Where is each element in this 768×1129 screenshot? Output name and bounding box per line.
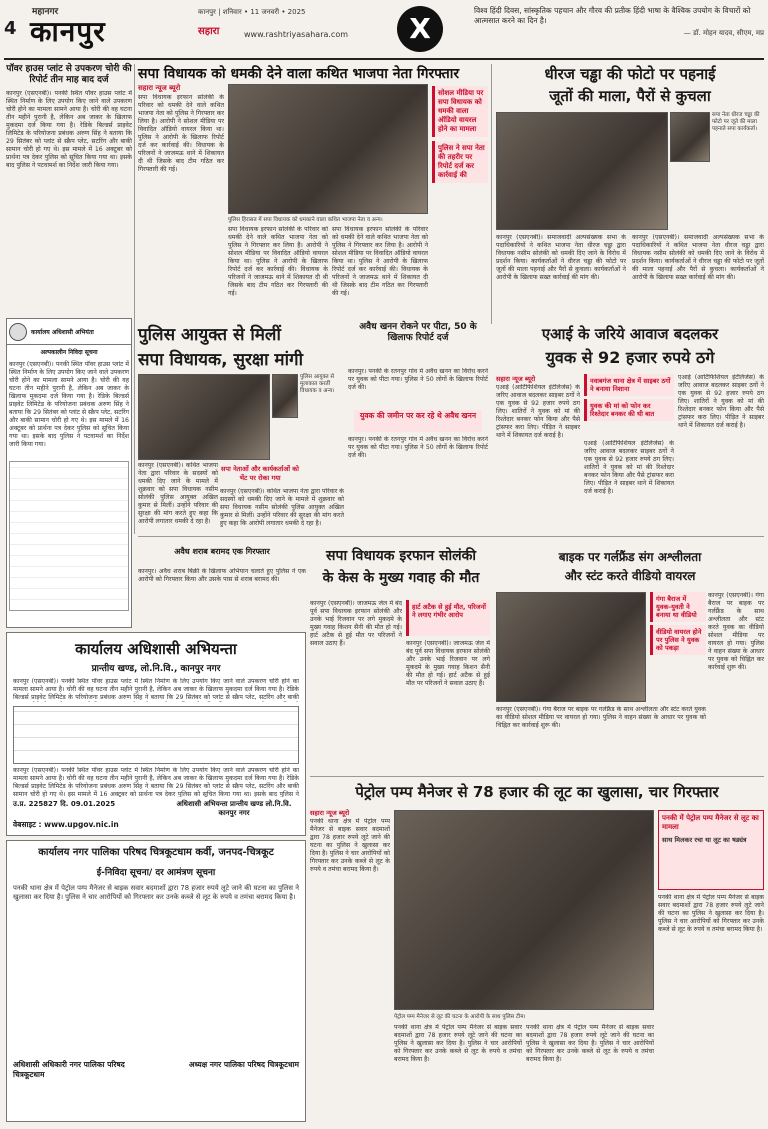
story-ai-headline-2: युवक से 92 हजार रुपये ठगे bbox=[545, 348, 715, 367]
story-dheeraj-headline-2: जूतों की माला, पैरों से कुचला bbox=[549, 87, 711, 105]
story-bike-body: कानपुर (एसएनबी)। गंगा बैराज पर बाइक पर गर्लफ्रैंड के साथ अश्लीलता और स्टंट करते युवक का वीडियो सोशल मीडिया पर वायरल हो गया। पुलिस ने वाहन संख्या के आधार पर युवक को चिह्नित कर कार्रवाई शुरू की। bbox=[708, 592, 764, 671]
quote-author: — डॉ. मोहन यादव, सीएम, मप्र bbox=[683, 29, 764, 37]
tender1-body: कानपुर (एसएनबी)। पनकी स्थित पॉवर हाउस प्लांट में स्थित निर्माण के लिए उपयोग किए जाने वाले उपकरण चोरी होने का मामला सामने आया है। चोरी की वह घटना तीन महीने पुरानी है, लेकिन अब जाकर के खिलाफ मुकदमा दर्ज किया गया है। रेडिके बिल्डर्स प्राइवेट लिमिटेड के परियोजना प्रबंधक अरुण सिंह ने बताया कि 29 सितंबर को प्लांट से स्क्रैप प्लेट, सटरिंग और बाकी bbox=[13, 678, 299, 701]
story-ai-body: एआई (आर्टिफिशियल इंटेलिजेंस) के जरिए आवाज बदलकर साइबर ठगों ने एक युवक से 92 हजार रुपये ठग लिए। शातिरों ने युवक को मां की रिश्तेदार बनकर फोन किया और पैसे ट्रांसफर करा लिए। पीड़ित ने साइबर थाने में शिकायत दर्ज कराई है। bbox=[496, 384, 580, 439]
ad-tender-small bbox=[6, 318, 132, 628]
story-threat-head bbox=[138, 64, 488, 82]
story-dheeraj-photo bbox=[496, 112, 668, 230]
story-threat-pull-2: पुलिस ने सपा नेता की तहरीर पर रिपोर्ट दर्ज कर कार्रवाई की bbox=[432, 141, 488, 183]
story-ransom-headline: अवैध खनन रोकने पर पीटा, 50 के खिलाफ रिपोर्ट दर्ज bbox=[359, 322, 477, 343]
story-ransom-body-2: कानपुर। पनकी के रतनपुर गांव में अवैध खनन का विरोध करने पर युवक को पीटा गया। पुलिस ने 50 लोगों के खिलाफ रिपोर्ट दर्ज की। bbox=[348, 436, 488, 459]
story-ai-pulls bbox=[584, 374, 674, 434]
story-dheeraj-head bbox=[496, 64, 764, 108]
story-witness-headline-2: के केस के मुख्य गवाह की मौत bbox=[322, 570, 480, 586]
story-loot-body-2: पनकी थाना क्षेत्र में पेट्रोल पम्प मैनेजर से बाइक सवार बदमाशों द्वारा 78 हजार रुपये लूटे जाने की घटना का पुलिस ने खुलासा कर दिया है। पुलिस ने चार आरोपियों को गिरफ्तार कर उनके कब्जे से लूट के रुपये व तमंचा बरामद किया है। bbox=[658, 894, 764, 933]
story-threat-headline: सपा विधायक को धमकी देने वाला कथित भाजपा नेता गिरफ्तार bbox=[138, 66, 460, 82]
story-police-caption: सपा नेताओं और कार्यकर्ताओं को भेंट पर रोका गया bbox=[221, 465, 299, 482]
story-bike-side bbox=[650, 592, 706, 712]
story-ai-body-3: एआई (आर्टिफिशियल इंटेलिजेंस) के जरिए आवाज बदलकर साइबर ठगों ने एक युवक से 92 हजार रुपये ठग लिए। शातिरों ने युवक को मां की रिश्तेदार बनकर फोन किया और पैसे ट्रांसफर करा लिए। पीड़ित ने साइबर थाने में शिकायत दर्ज कराई है। bbox=[678, 374, 764, 429]
ad-small-note: अल्पकालीन निविदा सूचना bbox=[40, 349, 98, 356]
tender1-website[interactable]: वेबसाइट : www.upgov.nic.in bbox=[13, 820, 119, 829]
story-ai-body-2: एआई (आर्टिफिशियल इंटेलिजेंस) के जरिए आवाज बदलकर साइबर ठगों ने एक युवक से 92 हजार रुपये ठग लिए। शातिरों ने युवक को मां की रिश्तेदार बनकर फोन किया और पैसे ट्रांसफर करा लिए। पीड़ित ने साइबर थाने में शिकायत दर्ज कराई है। bbox=[584, 440, 674, 495]
story-police-headline-2: सपा विधायक, सुरक्षा मांगी bbox=[138, 350, 303, 370]
tender1-footer-right: अधिशासी अभियन्ता प्रान्तीय खण्ड लो.नि.वि. कानपुर नगर bbox=[176, 800, 292, 817]
story-witness-body: कानपुर (एसएनबी)। जाजमऊ जेल में बंद पूर्व सपा विधायक इरफान सोलंकी और उनके भाई रिजवान पर लगे मुकदमे के मुख्य गवाह किशन सैनी की मौत हो गई। हार्ट अटैक से हुई मौत पर परिजनों ने सवाल उठाए हैं। bbox=[310, 600, 402, 647]
story-loot-photo bbox=[394, 810, 654, 1010]
masthead-brand bbox=[4, 4, 154, 54]
story-loot-sidebox bbox=[658, 810, 764, 890]
story-dheeraj-caption: सपा नेता धीरज चड्ढा की फोटो पर जूते की माला पहनाते सपा कार्यकर्ता। bbox=[712, 112, 760, 132]
tender1-body-2: कानपुर (एसएनबी)। पनकी स्थित पॉवर हाउस प्लांट में स्थित निर्माण के लिए उपयोग किए जाने वाले उपकरण चोरी होने का मामला सामने आया है। चोरी की वह घटना तीन महीने पुरानी है, लेकिन अब जाकर के खिलाफ मुकदमा दर्ज किया गया है। रेडिके बिल्डर्स प्राइवेट लिमिटेड के परियोजना प्रबंधक अरुण सिंह ने बताया कि 29 सितंबर को प्लांट से स्क्रैप प्लेट, सटरिंग और बाकी सामान चोरी हो गए थे। इस मामले में 16 अक्टूबर को प्रार्थना पत्र देकर पुलिस को सूचित किया गया था। इसके बाद पुलिस ने bbox=[13, 767, 299, 797]
story-witness-headline-1: सपा विधायक इरफान सोलंकी bbox=[326, 548, 476, 564]
quote-text: विश्व हिंदी दिवस, सांस्कृतिक पहचान और गौरव की प्रतीक हिंदी भाषा के वैश्विक उपयोग के विचारों को आत्मसात करने का दिन है। bbox=[474, 6, 751, 25]
story-dheeraj-inset-photo bbox=[670, 112, 710, 162]
ad-tender-1 bbox=[6, 632, 306, 836]
story-ransom-head bbox=[348, 322, 488, 366]
column-divider bbox=[134, 64, 135, 534]
ad-tender-2 bbox=[6, 840, 306, 1122]
section-rule-2 bbox=[310, 776, 764, 777]
story-police-inset bbox=[272, 374, 298, 418]
tender2-sub: ई-निविदा सूचना/ दर आमंत्रण सूचना bbox=[96, 868, 216, 878]
story-dheeraj-body: कानपुर (एसएनबी)। समाजवादी अल्पसंख्यक सभा के पदाधिकारियों ने कथित भाजपा नेता धीरज चड्ढा द्वारा विधायक नसीम सोलंकी को धमकी दिए जाने के विरोध में प्रदर्शन किया। कार्यकर्ताओं ने धीरज चड्ढा की फोटो पर जूतों की माला पहनाई और पैरों से कुचला। कार्यकर्ताओं ने आरोपी के खिलाफ सख्त कार्रवाई की मांग की। bbox=[496, 234, 626, 281]
ad-small-body: कानपुर (एसएनबी)। पनकी स्थित पॉवर हाउस प्लांट में स्थित निर्माण के लिए उपयोग किए जाने वाले उपकरण चोरी होने का मामला सामने आया है। चोरी की वह घटना तीन महीने पुरानी है, लेकिन अब जाकर के खिलाफ मुकदमा दर्ज किया गया है। रेडिके बिल्डर्स प्राइवेट लिमिटेड के परियोजना प्रबंधक अरुण सिंह ने बताया कि 29 सितंबर को प्लांट से स्क्रैप प्लेट, सटरिंग और बाकी सामान चोरी हो गए थे। इस मामले में 16 अक्टूबर को प्रार्थना पत्र देकर पुलिस को सूचित किया गया था। इसके बाद पुलिस ने पटवामर्श का निर्देश जारी किया गया। bbox=[9, 361, 129, 448]
story-threat-caption: पुलिस हिरासत में सपा विधायक को धमकाने वाला कथित भाजपा नेता व अन्य। bbox=[228, 217, 383, 223]
story-witness-head bbox=[310, 546, 492, 596]
story-power-headline: पॉवर हाउस प्लांट से उपकरण चोरी की रिपोर्ट तीन माह बाद दर्ज bbox=[6, 64, 132, 85]
tender2-right-sign: अध्यक्ष नगर पालिका परिषद चित्रकूटधाम bbox=[188, 1060, 299, 1069]
story-bike-head bbox=[496, 548, 764, 588]
story-threat-photo bbox=[228, 84, 428, 214]
story-threat-byline: सहारा न्यूज ब्यूरो bbox=[138, 84, 181, 92]
story-witness-body-2: कानपुर (एसएनबी)। जाजमऊ जेल में बंद पूर्व सपा विधायक इरफान सोलंकी और उनके भाई रिजवान पर लगे मुकदमे के मुख्य गवाह किशन सैनी की मौत हो गई। हार्ट अटैक से हुई मौत पर परिजनों ने सवाल उठाए हैं। bbox=[406, 640, 490, 687]
story-mining-head bbox=[138, 546, 306, 566]
x-logo-icon: X bbox=[397, 6, 443, 52]
paper-name: सहारा bbox=[198, 26, 220, 37]
story-loot-headline: पेट्रोल पम्प मैनेजर से 78 हजार की लूट का खुलासा, चार गिरफ्तार bbox=[355, 783, 719, 801]
date-block bbox=[172, 8, 372, 46]
city-title: कानपुर bbox=[30, 15, 106, 48]
story-loot-caption: पेट्रोल पम्प मैनेजर से लूट की घटना के आरोपी के साथ पुलिस टीम। bbox=[394, 1014, 526, 1020]
story-ransom-sub: युवक की जमीन पर कर रहे थे अवैध खनन bbox=[354, 410, 482, 432]
story-loot-body: पनकी थाना क्षेत्र में पेट्रोल पम्प मैनेजर से बाइक सवार बदमाशों द्वारा 78 हजार रुपये लूटे जाने की घटना का पुलिस ने खुलासा कर दिया है। पुलिस ने चार आरोपियों को गिरफ्तार कर उनके कब्जे से लूट के रुपये व तमंचा बरामद किया है। bbox=[310, 818, 390, 873]
story-police-head bbox=[138, 322, 344, 370]
story-police-headline-1: पुलिस आयुक्त से मिलीं bbox=[138, 325, 281, 345]
story-loot-sidebox-body: साथ मिलकर रचा था लूट का षड्यंत्र bbox=[662, 836, 747, 844]
story-bike-body-2: कानपुर (एसएनबी)। गंगा बैराज पर बाइक पर गर्लफ्रैंड के साथ अश्लीलता और स्टंट करते युवक का वीडियो सोशल मीडिया पर वायरल हो गया। पुलिस ने वाहन संख्या के आधार पर युवक को चिह्नित कर कार्रवाई शुरू की। bbox=[496, 706, 706, 729]
story-loot-body-4: पनकी थाना क्षेत्र में पेट्रोल पम्प मैनेजर से बाइक सवार बदमाशों द्वारा 78 हजार रुपये लूटे जाने की घटना का पुलिस ने खुलासा कर दिया है। पुलिस ने चार आरोपियों को गिरफ्तार कर उनके कब्जे से लूट के रुपये व तमंचा बरामद किया है। bbox=[526, 1024, 654, 1063]
tender1-sub: प्रान्तीय खण्ड, लो.नि.वि., कानपुर नगर bbox=[91, 664, 221, 674]
masthead-rule bbox=[4, 58, 764, 60]
story-ai-pull: नवाबगंज थाना क्षेत्र में साइबर ठगों ने बनाया निशाना bbox=[584, 374, 674, 396]
story-ai-headline-1: एआई के जरिये आवाज बदलकर bbox=[541, 325, 719, 343]
story-ai-byline: सहारा न्यूज ब्यूरो bbox=[496, 375, 536, 383]
story-loot-byline: सहारा न्यूज ब्यूरो bbox=[310, 809, 350, 817]
story-loot-head bbox=[310, 782, 764, 802]
story-bike-photo bbox=[496, 592, 646, 702]
story-police-body-2: कानपुर (एसएनबी)। कथित भाजपा नेता द्वारा परिवार के सदस्यों को धमकी दिए जाने के मामले में शुक्रवार को सपा विधायक नसीम सोलंकी पुलिस आयुक्त अखिल कुमार से मिलीं। उन्होंने परिवार की सुरक्षा की मांग करते हुए कहा कि आरोपी लगातार धमकी दे रहा है। bbox=[220, 488, 344, 527]
story-ai-head bbox=[496, 324, 764, 368]
ad-small-title: कार्यालय अधिशासी अभियंता bbox=[31, 328, 94, 336]
tender2-left-sign: अधिशासी अधिकारी नगर पालिका परिषद चित्रकूटधाम bbox=[13, 1060, 125, 1079]
story-ransom-body: कानपुर। पनकी के रतनपुर गांव में अवैध खनन का विरोध करने पर युवक को पीटा गया। पुलिस ने 50 लोगों के खिलाफ रिपोर्ट दर्ज की। bbox=[348, 368, 488, 391]
story-threat-body-3: सपा विधायक इरफान सोलंकी के परिवार को धमकी देने वाले कथित भाजपा नेता को पुलिस ने गिरफ्तार कर लिया है। आरोपी ने सोशल मीडिया पर विवादित ऑडियो वायरल किया था। पुलिस ने आरोपी के खिलाफ रिपोर्ट दर्ज कर कार्रवाई की। विधायक के परिजनों ने जाजमऊ थाने में शिकायत दी थी जिसके बाद टीम गठित कर गिरफ्तारी की गई। bbox=[332, 226, 428, 297]
story-power-body: कानपुर (एसएनबी)। पनकी स्थित पॉवर हाउस प्लांट में स्थित निर्माण के लिए उपयोग किए जाने वाले उपकरण चोरी होने का मामला सामने आया है। चोरी की वह घटना तीन महीने पुरानी है, लेकिन अब जाकर के खिलाफ मुकदमा दर्ज किया गया है। रेडिके बिल्डर्स प्राइवेट लिमिटेड के परियोजना प्रबंधक अरुण सिंह ने बताया कि 29 सितंबर को प्लांट से स्क्रैप प्लेट, सटरिंग और बाकी सामान चोरी हो गए थे। इस मामले में 16 अक्टूबर को प्रार्थना पत्र देकर पुलिस को सूचित किया गया था। इसके बाद पुलिस ने पटवामर्श का निर्देश जारी किया गया। bbox=[6, 90, 132, 169]
story-threat-body: सपा विधायक इरफान सोलंकी के परिवार को धमकी देने वाले कथित भाजपा नेता को पुलिस ने गिरफ्तार कर लिया है। आरोपी ने सोशल मीडिया पर विवादित ऑडियो वायरल किया था। पुलिस ने आरोपी के खिलाफ रिपोर्ट दर्ज कर कार्रवाई की। विधायक के परिजनों ने जाजमऊ थाने में शिकायत दी थी जिसके बाद टीम गठित कर गिरफ्तारी की गई। bbox=[138, 94, 224, 173]
ad-small-table bbox=[9, 461, 129, 611]
emblem-icon bbox=[9, 323, 27, 341]
story-bike-headline-2: और स्टंट करते वीडियो वायरल bbox=[564, 569, 696, 583]
tender1-title: कार्यालय अधिशासी अभियन्ता bbox=[75, 640, 237, 658]
tender1-footer-left: उ.प्र. 225827 दि. 09.01.2025 bbox=[13, 800, 116, 808]
story-police-side-caption: पुलिस आयुक्त से मुलाकात करतीं विधायक व अन्य। bbox=[300, 374, 335, 394]
story-power bbox=[6, 64, 132, 314]
story-witness-pull: हार्ट अटैक से हुई मौत, परिजनों ने लगाए गंभीर आरोप bbox=[406, 600, 490, 636]
story-dheeraj-headline-1: धीरज चड्ढा की फोटो पर पहनाई bbox=[544, 65, 716, 83]
tender1-table bbox=[13, 706, 299, 764]
column-divider-right bbox=[491, 64, 492, 324]
story-mining-body: कानपुर। अवैध शराब बिक्री के खिलाफ अभियान चलाते हुए पुलिस ने एक आरोपी को गिरफ्तार किया और उसके पास से शराब बरामद की। bbox=[138, 568, 306, 583]
masthead-quote bbox=[474, 6, 764, 54]
story-ai-pull-2: युवक की मां को फोन कर रिश्तेदार बनकर की थी बात bbox=[584, 399, 674, 421]
story-bike-headline-1: बाइक पर गर्लफ्रैंड संग अश्लीलता bbox=[558, 550, 702, 564]
page-number: 4 bbox=[4, 18, 17, 39]
story-police-body: कानपुर (एसएनबी)। कथित भाजपा नेता द्वारा परिवार के सदस्यों को धमकी दिए जाने के मामले में शुक्रवार को सपा विधायक नसीम सोलंकी पुलिस आयुक्त अखिल कुमार से मिलीं। उन्होंने परिवार की सुरक्षा की मांग करते हुए कहा कि आरोपी लगातार धमकी दे रहा है। bbox=[138, 462, 218, 525]
section-rule bbox=[138, 536, 764, 537]
story-loot-body-3: पनकी थाना क्षेत्र में पेट्रोल पम्प मैनेजर से बाइक सवार बदमाशों द्वारा 78 हजार रुपये लूटे जाने की घटना का पुलिस ने खुलासा कर दिया है। पुलिस ने चार आरोपियों को गिरफ्तार कर उनके कब्जे से लूट के रुपये व तमंचा बरामद किया है। bbox=[394, 1024, 522, 1063]
story-police-photo bbox=[138, 374, 270, 460]
tender2-body: पनकी थाना क्षेत्र में पेट्रोल पम्प मैनेजर से बाइक सवार बदमाशों द्वारा 78 हजार रुपये लूटे जाने की घटना का पुलिस ने खुलासा कर दिया है। पुलिस ने चार आरोपियों को गिरफ्तार कर उनके कब्जे से लूट के रुपये व तमंचा बरामद किया है। bbox=[13, 884, 299, 901]
story-mining-headline: अवैध शराब बरामद एक गिरफ्तार bbox=[174, 547, 270, 556]
story-bike-side-1: गंगा बैराज में युवक-युवती ने बनाया था वीडियो bbox=[650, 592, 706, 622]
tender2-title: कार्यालय नगर पालिका परिषद चित्रकूटधाम कर्वी, जनपद-चित्रकूट bbox=[38, 847, 274, 858]
story-threat-body-2: सपा विधायक इरफान सोलंकी के परिवार को धमकी देने वाले कथित भाजपा नेता को पुलिस ने गिरफ्तार कर लिया है। आरोपी ने सोशल मीडिया पर विवादित ऑडियो वायरल किया था। पुलिस ने आरोपी के खिलाफ रिपोर्ट दर्ज कर कार्रवाई की। विधायक के परिजनों ने जाजमऊ थाने में शिकायत दी थी जिसके बाद टीम गठित कर गिरफ्तारी की गई। bbox=[228, 226, 328, 297]
section-label: महानगर bbox=[32, 7, 59, 17]
story-bike-side-2: वीडियो वायरल होने पर पुलिस ने युवक को पकड़ा bbox=[650, 625, 706, 655]
story-threat-pulls bbox=[432, 86, 488, 236]
story-dheeraj-body-2: कानपुर (एसएनबी)। समाजवादी अल्पसंख्यक सभा के पदाधिकारियों ने कथित भाजपा नेता धीरज चड्ढा द्वारा विधायक नसीम सोलंकी को धमकी दिए जाने के विरोध में प्रदर्शन किया। कार्यकर्ताओं ने धीरज चड्ढा की फोटो पर जूतों की माला पहनाई और पैरों से कुचला। कार्यकर्ताओं ने आरोपी के खिलाफ सख्त कार्रवाई की मांग की। bbox=[632, 234, 764, 281]
story-threat-pull: सोशल मीडिया पर सपा विधायक को धमकी वाला ऑडियो वायरल होने का मामला bbox=[432, 86, 488, 137]
website-link[interactable]: www.rashtriyasahara.com bbox=[244, 30, 349, 39]
story-loot-sidebox-title: पनकी में पेट्रोल पम्प मैनेजर से लूट का मामला bbox=[662, 814, 759, 831]
date-line: कानपुर | शनिवार • 11 जनवरी • 2025 bbox=[198, 8, 306, 16]
